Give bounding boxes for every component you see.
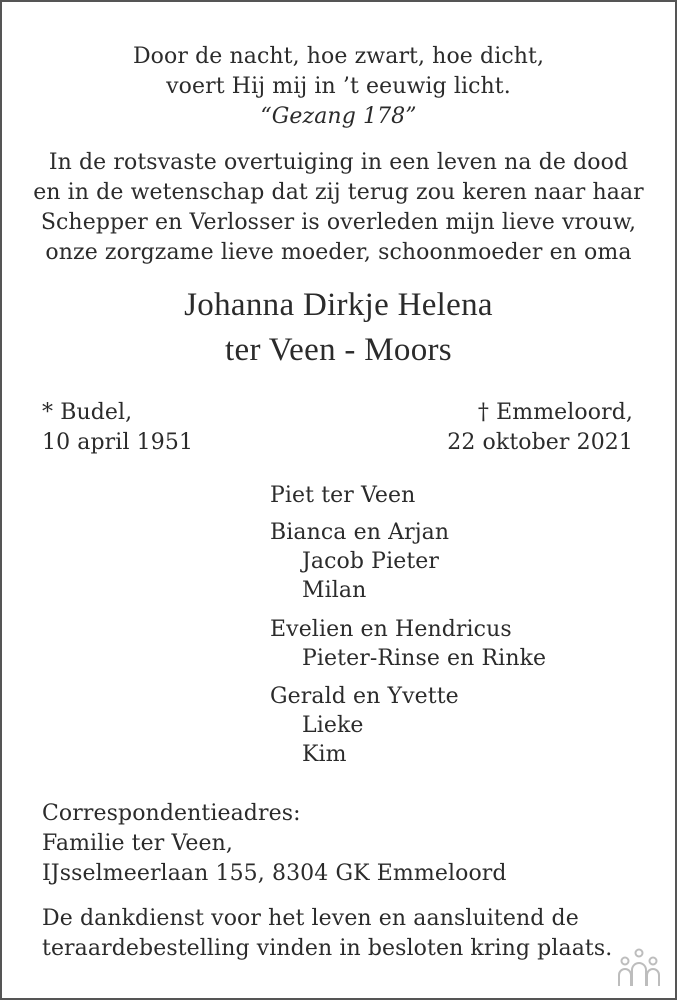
family-group-2-parents: Evelien en Hendricus — [270, 617, 512, 642]
poem-source: “Gezang 178” — [260, 104, 417, 129]
correspondence-name: Familie ter Veen, — [42, 831, 234, 856]
birth-place: * Budel, — [42, 400, 133, 425]
death-date: 22 oktober 2021 — [447, 430, 633, 455]
correspondence-label: Correspondentieadres: — [42, 801, 301, 826]
poem-line-1: Door de nacht, hoe zwart, hoe dicht, — [132, 44, 545, 69]
announcement-line-2: en in de wetenschap dat zij terug zou keren naar haar — [33, 180, 644, 205]
family-spouse: Piet ter Veen — [270, 483, 416, 508]
family-group-1-parents: Bianca en Arjan — [270, 520, 450, 545]
death-place: † Emmeloord, — [477, 400, 633, 425]
service-line-1: De dankdienst voor het leven en aansluitend de — [42, 906, 579, 931]
correspondence-address: IJsselmeerlaan 155, 8304 GK Emmeloord — [42, 861, 507, 886]
poem-line-2: voert Hij mij in ’t eeuwig licht. — [166, 74, 511, 99]
announcement-line-1: In de rotsvaste overtuiging in een leven na de dood — [48, 150, 629, 175]
family-group-1-child-2: Milan — [302, 578, 367, 603]
family-group-3-parents: Gerald en Yvette — [270, 684, 459, 709]
birth-date: 10 april 1951 — [42, 430, 194, 455]
deceased-name-line-2: ter Veen - Moors — [225, 332, 452, 368]
deceased-name-line-1: Johanna Dirkje Helena — [184, 287, 493, 323]
family-people-icon — [616, 948, 662, 988]
service-line-2: teraardebestelling vinden in besloten kring plaats. — [42, 936, 613, 961]
family-group-3-child-2: Kim — [302, 742, 347, 767]
family-group-2-child-1: Pieter-Rinse en Rinke — [302, 646, 547, 671]
family-group-3-child-1: Lieke — [302, 713, 364, 738]
family-group-1-child-1: Jacob Pieter — [302, 549, 440, 574]
announcement-line-3: Schepper en Verlosser is overleden mijn lieve vrouw, — [40, 210, 637, 235]
announcement-line-4: onze zorgzame lieve moeder, schoonmoeder en oma — [45, 240, 632, 265]
